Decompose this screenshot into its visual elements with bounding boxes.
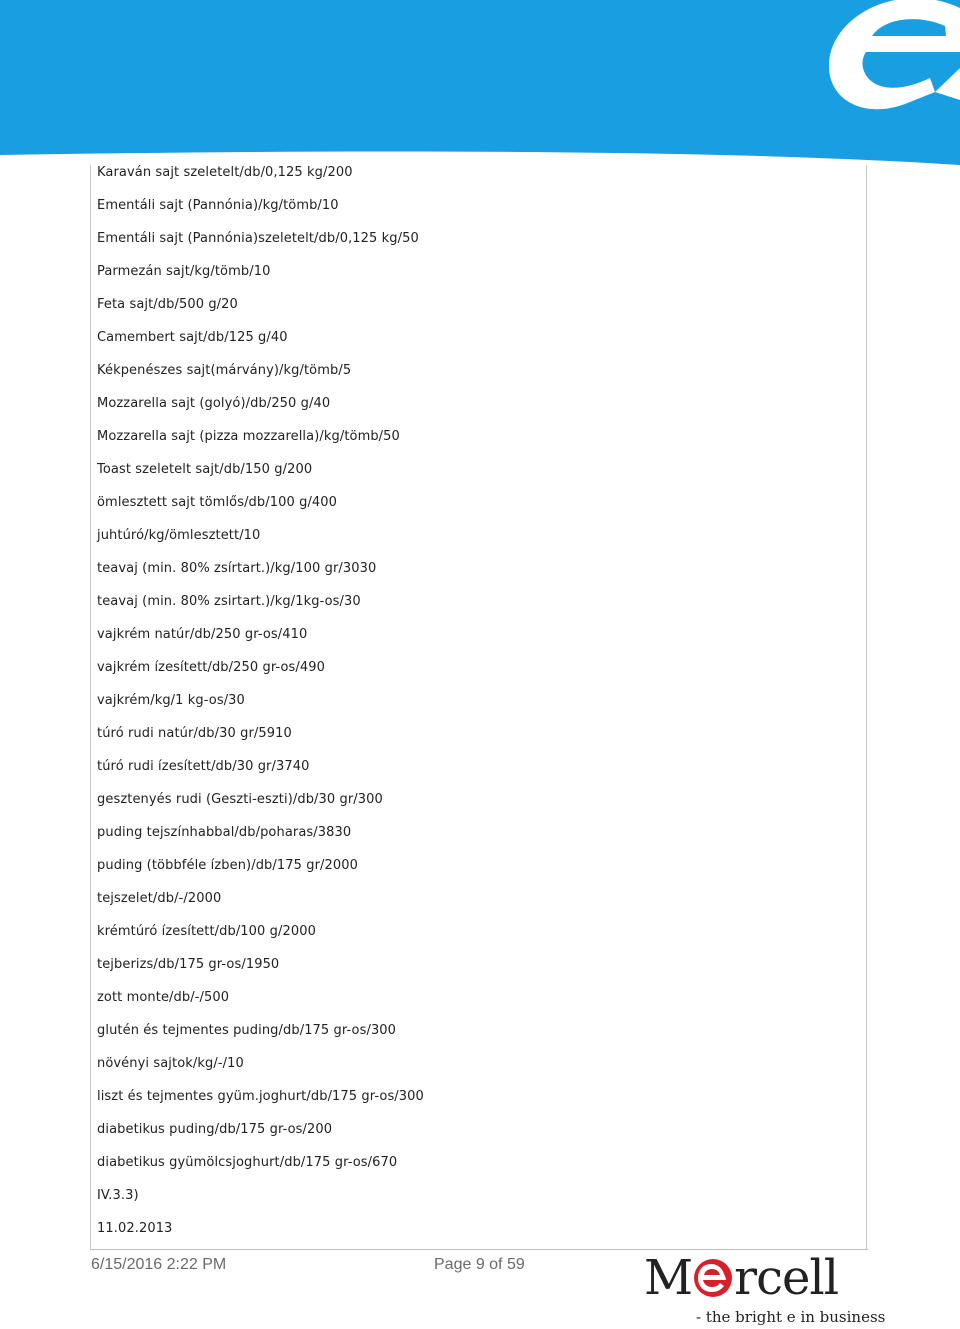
- brand-name-start: M: [644, 1250, 693, 1306]
- list-item: Mozzarella sajt (golyó)/db/250 g/40: [97, 396, 331, 411]
- footer-page-number: Page 9 of 59: [434, 1256, 525, 1273]
- list-item: Toast szeletelt sajt/db/150 g/200: [97, 462, 313, 477]
- list-item: vajkrém/kg/1 kg-os/30: [97, 693, 245, 708]
- list-item: Parmezán sajt/kg/tömb/10: [97, 264, 271, 279]
- list-item: Mozzarella sajt (pizza mozzarella)/kg/tömb/50: [97, 429, 400, 444]
- brand-wordmark: [644, 1248, 838, 1308]
- list-item: puding tejszínhabbal/db/poharas/3830: [97, 825, 352, 840]
- list-item: túró rudi natúr/db/30 gr/5910: [97, 726, 292, 741]
- list-item: tejberizs/db/175 gr-os/1950: [97, 957, 280, 972]
- footer-date: 6/15/2016 2:22 PM: [91, 1256, 227, 1273]
- list-item: tejszelet/db/-/2000: [97, 891, 222, 906]
- brand-name-end: rcell: [734, 1250, 839, 1306]
- list-item: 11.02.2013: [97, 1221, 173, 1236]
- e-logo-icon: [693, 1258, 733, 1298]
- list-item: diabetikus gyümölcsjoghurt/db/175 gr-os/670: [97, 1155, 398, 1170]
- list-item: Ementáli sajt (Pannónia)/kg/tömb/10: [97, 198, 339, 213]
- list-item: teavaj (min. 80% zsirtart.)/kg/1kg-os/30: [97, 594, 361, 609]
- list-item: vajkrém natúr/db/250 gr-os/410: [97, 627, 308, 642]
- list-item: liszt és tejmentes gyüm.joghurt/db/175 gr-os/300: [97, 1089, 424, 1104]
- list-item: ömlesztett sajt tömlős/db/100 g/400: [97, 495, 338, 510]
- list-item: puding (többféle ízben)/db/175 gr/2000: [97, 858, 358, 873]
- list-item: Kékpenészes sajt(márvány)/kg/tömb/5: [97, 363, 352, 378]
- list-item: juhtúró/kg/ömlesztett/10: [97, 528, 261, 543]
- list-item: Karaván sajt szeletelt/db/0,125 kg/200: [97, 165, 353, 180]
- list-item: növényi sajtok/kg/-/10: [97, 1056, 244, 1071]
- list-item: glutén és tejmentes puding/db/175 gr-os/300: [97, 1023, 397, 1038]
- list-item: IV.3.3): [97, 1188, 139, 1203]
- list-item: túró rudi ízesített/db/30 gr/3740: [97, 759, 310, 774]
- brand-logo: [640, 1250, 886, 1329]
- list-item: Camembert sajt/db/125 g/40: [97, 330, 288, 345]
- list-item: Feta sajt/db/500 g/20: [97, 297, 238, 312]
- header-background: [0, 0, 960, 165]
- brand-tagline: - the bright e in business: [696, 1308, 886, 1326]
- list-item: gesztenyés rudi (Geszti-eszti)/db/30 gr/300: [97, 792, 383, 807]
- header-band: [0, 0, 960, 165]
- list-item: diabetikus puding/db/175 gr-os/200: [97, 1122, 333, 1137]
- item-list: [97, 156, 424, 1245]
- list-item: zott monte/db/-/500: [97, 990, 230, 1005]
- list-item: vajkrém ízesített/db/250 gr-os/490: [97, 660, 325, 675]
- list-item: teavaj (min. 80% zsírtart.)/kg/100 gr/3030: [97, 561, 377, 576]
- list-item: krémtúró ízesített/db/100 g/2000: [97, 924, 316, 939]
- list-item: Ementáli sajt (Pannónia)szeletelt/db/0,125 kg/50: [97, 231, 419, 246]
